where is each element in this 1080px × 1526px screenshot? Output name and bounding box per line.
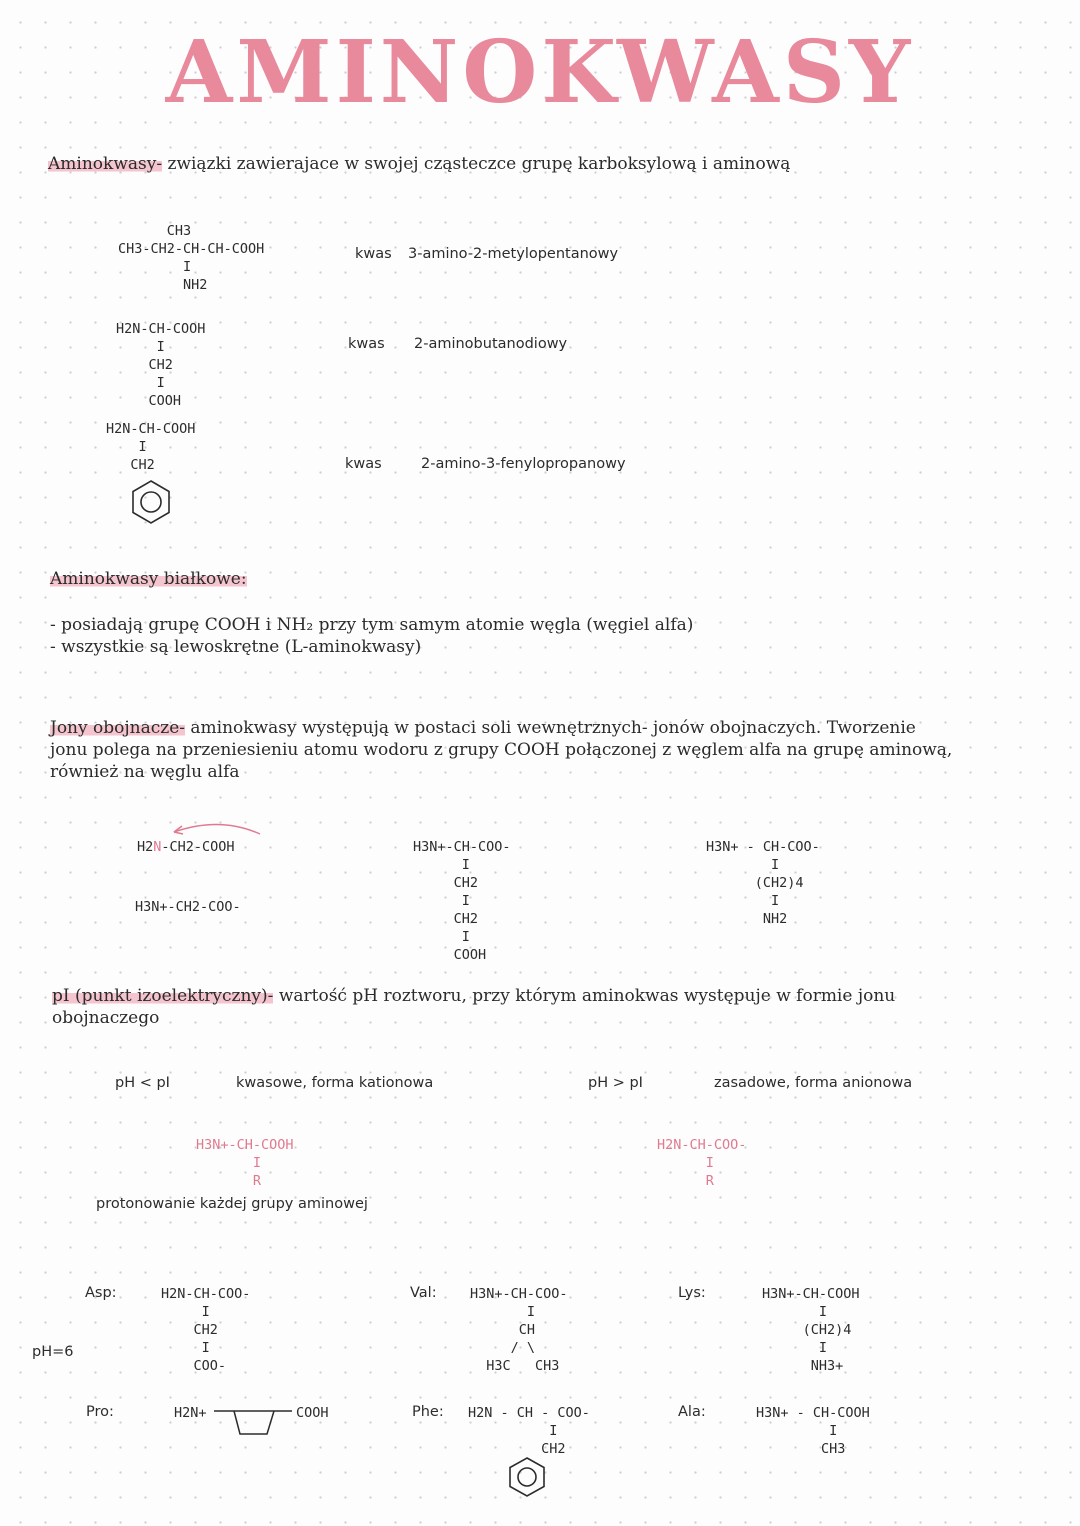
- protein-heading: Aminokwasy białkowe:: [50, 569, 247, 589]
- page-title: AMINOKWASY: [165, 22, 915, 123]
- lys-formula: H3N+-CH-COOH I (CH2)4 I NH3+: [762, 1286, 860, 1374]
- glycine-acid: H2N-CH2-COOH: [137, 839, 235, 855]
- example-kw-2: kwas: [348, 336, 385, 352]
- ph-high-formula: H2N-CH-COO- I R: [657, 1137, 747, 1189]
- phe-label: Phe:: [412, 1404, 444, 1420]
- benzene-ring-icon: [505, 1455, 549, 1499]
- zwitterion-term: Jony obojnacze-: [50, 718, 185, 738]
- ph-low-description: kwasowe, forma kationowa: [236, 1075, 434, 1091]
- definition-term: Aminokwasy-: [48, 154, 163, 174]
- protein-point-2: - wszystkie są lewoskrętne (L-aminokwasy): [50, 637, 422, 657]
- zwitterion-line-2: jonu polega na przeniesieniu atomu wodoru z grupy COOH połączonej z węglem alfa na grupę aminową,: [50, 740, 953, 760]
- pi-term: pI (punkt izoelektryczny)-: [52, 986, 274, 1006]
- ph-high-condition: pH > pI: [588, 1075, 643, 1091]
- ph-low-condition: pH < pI: [115, 1075, 170, 1091]
- ph6-label: pH=6: [32, 1344, 74, 1360]
- example-name-2: 2-aminobutanodiowy: [414, 336, 568, 352]
- ph-low-note: protonowanie każdej grupy aminowej: [96, 1196, 368, 1212]
- pi-line-1: pI (punkt izoelektryczny)- wartość pH roztworu, przy którym aminokwas występuje w formie jonu: [52, 986, 896, 1006]
- phe-formula: H2N - CH - COO- I CH2: [468, 1405, 590, 1457]
- glutamic-zwitterion: H3N+-CH-COO- I CH2 I CH2 I COOH: [413, 839, 511, 963]
- val-formula: H3N+-CH-COO- I CH / \ H3C CH3: [470, 1286, 568, 1374]
- lys-label: Lys:: [678, 1285, 706, 1301]
- pyrrolidine-ring-icon: [212, 1404, 294, 1444]
- definition-text: związki zawierajace w swojej cząsteczce grupę karboksylową i aminową: [162, 154, 791, 174]
- example-formula-3: H2N-CH-COOH I CH2: [106, 421, 196, 473]
- example-formula-1: CH3 CH3-CH2-CH-CH-COOH I NH2: [118, 223, 265, 293]
- glycine-zwitterion: H3N+-CH2-COO-: [135, 899, 241, 915]
- pro-label: Pro:: [86, 1404, 114, 1420]
- proton-transfer-arrow-icon: [160, 818, 270, 840]
- protein-point-1: - posiadają grupę COOH i NH₂ przy tym samym atomie węgla (węgiel alfa): [50, 615, 694, 635]
- ala-formula: H3N+ - CH-COOH I CH3: [756, 1405, 870, 1457]
- ph-high-description: zasadowe, forma anionowa: [714, 1075, 913, 1091]
- asp-label: Asp:: [85, 1285, 117, 1301]
- example-name-3: 2-amino-3-fenylopropanowy: [421, 456, 626, 472]
- pi-line-2: obojnaczego: [52, 1008, 160, 1028]
- pro-acid: COOH: [296, 1405, 329, 1421]
- asp-formula: H2N-CH-COO- I CH2 I COO-: [161, 1286, 251, 1374]
- example-kw-3: kwas: [345, 456, 382, 472]
- pro-amine: H2N+: [174, 1405, 207, 1421]
- definition: [48, 153, 790, 175]
- ala-label: Ala:: [678, 1404, 706, 1420]
- zwitterion-line-1: Jony obojnacze- aminokwasy występują w postaci soli wewnętrznych- jonów obojnaczych. Tworzenie: [50, 718, 916, 738]
- lysine-zwitterion: H3N+ - CH-COO- I (CH2)4 I NH2: [706, 839, 820, 927]
- example-formula-2: H2N-CH-COOH I CH2 I COOH: [116, 321, 206, 409]
- example-name-1: 3-amino-2-metylopentanowy: [408, 246, 619, 262]
- zwitterion-line-3: również na węglu alfa: [50, 762, 240, 782]
- val-label: Val:: [410, 1285, 437, 1301]
- benzene-ring-icon: [127, 478, 175, 526]
- ph-low-formula: H3N+-CH-COOH I R: [196, 1137, 294, 1189]
- example-kw-1: kwas: [355, 246, 392, 262]
